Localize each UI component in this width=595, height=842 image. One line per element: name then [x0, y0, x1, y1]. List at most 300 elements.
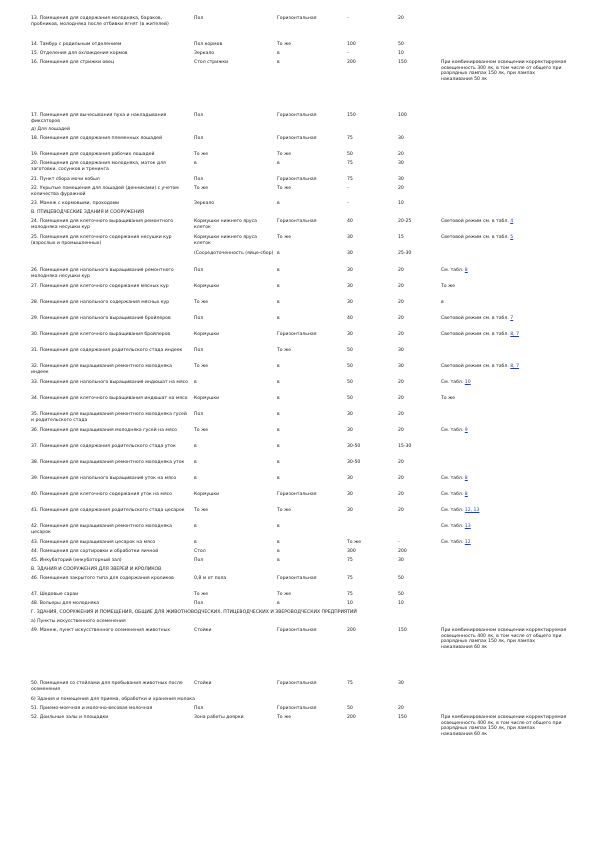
cell-text: - — [347, 51, 349, 56]
cell-text: Пол — [194, 316, 204, 321]
cell-text: 41. Помещения для содержания родительского стада цесарок — [31, 508, 185, 513]
table-cell-c4 — [347, 681, 389, 687]
table-cell-c6 — [441, 300, 567, 306]
cell-text: 50 — [347, 706, 353, 711]
cell-text: Пол — [194, 558, 204, 563]
table-cell-c1 — [31, 396, 189, 402]
cell-text: 150 — [347, 113, 356, 118]
cell-text: 300 — [347, 549, 356, 554]
cell-text: Пол — [194, 348, 204, 353]
cell-text: Горизонтальная — [277, 219, 317, 224]
cell-text: 30 — [347, 251, 353, 256]
cell-text: в — [277, 251, 280, 256]
table-cell-c5 — [398, 549, 434, 555]
table-cell-c3 — [277, 219, 343, 225]
table-cell-c4 — [347, 628, 389, 634]
table-cell-c2 — [194, 681, 274, 687]
table-cell-c4 — [347, 492, 389, 498]
table-cell-c4 — [347, 715, 389, 721]
table-cell-c5 — [398, 628, 434, 634]
cell-text: Пол кормов — [194, 42, 223, 47]
table-cell-c1 — [31, 51, 189, 57]
cell-text: 30-50 — [347, 460, 361, 465]
cell-text: 200 — [347, 628, 356, 633]
section-heading-text: а) Пункты искусственного осеменения — [31, 619, 126, 624]
cell-text: Световой режим см. в табл. — [441, 332, 511, 337]
cell-text: 30 — [347, 412, 353, 417]
cell-text: 20 — [398, 428, 404, 433]
cell-text: 30 — [347, 428, 353, 433]
table-cell-c5 — [398, 348, 434, 354]
cell-text: 75 — [347, 161, 353, 166]
cell-text: 40 — [347, 219, 353, 224]
cell-text: 30. Помещения для клеточного выращивания бройлеров — [31, 332, 171, 337]
table-cell-c3 — [277, 592, 343, 598]
cell-text: Горизонтальная — [277, 706, 317, 711]
table-cell-c5 — [398, 51, 434, 57]
table-cell-c5 — [398, 251, 434, 257]
cell-text: 21. Пункт сбора мочи кобыл — [31, 177, 100, 182]
table-cell-c5 — [398, 681, 434, 687]
table-reference-link[interactable]: 8 — [464, 476, 468, 481]
cell-text: См. табл. — [441, 268, 465, 273]
cell-text: 50. Помещения со стойлами для пребывания животных после осеменения — [31, 681, 183, 692]
table-cell-c5 — [398, 136, 434, 142]
table-cell-c2 — [194, 42, 274, 48]
table-cell-c1 — [31, 681, 189, 692]
cell-text: 10 — [347, 601, 353, 606]
cell-text: 30 — [398, 161, 404, 166]
table-cell-c4 — [347, 113, 389, 119]
cell-text: 30 — [398, 364, 404, 369]
cell-text: в — [277, 601, 280, 606]
cell-text: 15 — [398, 235, 404, 240]
cell-text: 50 — [347, 152, 353, 157]
table-cell-c3 — [277, 284, 343, 290]
cell-text: 19. Помещения для содержания рабочих лошадей — [31, 152, 155, 157]
cell-text: 33. Помещения для напольного выращивания индюшат на мясо — [31, 380, 188, 385]
cell-text: При комбинированном освещении корректируемая освещенность 400 лк, в том числе от общего при разрядных лампах 150 лк, при лампах накаливания 60 лк — [441, 628, 567, 651]
cell-text: При комбинированном освещении корректируемая освещенность 400 лк, в том числе от общего при разрядных лампах 150 лк, при лампах накаливания 60 лк — [441, 715, 567, 738]
cell-text: То же — [277, 152, 292, 157]
section-heading-text: В. ЗДАНИЯ И СООРУЖЕНИЯ ДЛЯ ЗВЕРЕЙ И КРОЛИКОВ — [31, 567, 162, 572]
table-reference-link[interactable]: 9 — [464, 428, 468, 433]
cell-text: в — [277, 201, 280, 206]
table-reference-link[interactable]: 8 — [464, 492, 468, 497]
cell-text: 30 — [398, 136, 404, 141]
table-cell-c4 — [347, 364, 389, 370]
cell-text: - — [347, 186, 349, 191]
cell-text: 20 — [398, 492, 404, 497]
cell-text: 20 — [398, 508, 404, 513]
cell-text: - — [347, 16, 349, 21]
table-cell-c1 — [31, 161, 189, 172]
table-cell-c5 — [398, 508, 434, 514]
table-cell-c5 — [398, 161, 434, 167]
table-cell-c1 — [31, 235, 189, 246]
table-cell-c6 — [441, 396, 567, 402]
cell-text: 46. Помещения закрытого типа для содержания кроликов — [31, 576, 174, 581]
table-cell-c4 — [347, 576, 389, 582]
cell-text: 20 — [398, 284, 404, 289]
cell-text: Зеркало — [194, 201, 215, 206]
table-cell-c6 — [441, 284, 567, 290]
table-cell-c1 — [31, 706, 189, 712]
cell-text: См. табл. — [441, 492, 465, 497]
table-cell-c2 — [194, 576, 274, 582]
table-cell-c1 — [31, 316, 189, 322]
table-cell-c3 — [277, 601, 343, 607]
cell-text: 75 — [347, 681, 353, 686]
table-cell-c3 — [277, 161, 343, 167]
table-cell-c4 — [347, 60, 389, 66]
cell-text: То же — [194, 152, 209, 157]
table-cell-c3 — [277, 380, 343, 386]
cell-text: Пол — [194, 136, 204, 141]
table-cell-c4 — [347, 136, 389, 142]
cell-text: То же — [277, 235, 292, 240]
cell-text: в — [277, 284, 280, 289]
cell-text: То же — [277, 715, 292, 720]
table-cell-c3 — [277, 60, 343, 66]
cell-text: 20 — [398, 268, 404, 273]
cell-text: в — [277, 540, 280, 545]
cell-text: Световой режим см. в табл. — [441, 235, 511, 240]
table-cell-c4 — [347, 558, 389, 564]
table-cell-c1 — [31, 524, 189, 535]
table-cell-c1 — [31, 60, 189, 66]
cell-text: Пол — [194, 412, 204, 417]
cell-text: 150 — [398, 715, 407, 720]
cell-text: 10 — [398, 201, 404, 206]
cell-text: 75 — [347, 576, 353, 581]
cell-text: 30 — [347, 284, 353, 289]
section-heading-text: д) Для лошадей — [31, 127, 70, 132]
section-heading-text: В. ПТИЦЕВОДЧЕСКИЕ ЗДАНИЯ И СООРУЖЕНИЯ — [31, 210, 144, 215]
table-cell-c4 — [347, 412, 389, 418]
table-cell-c1 — [31, 113, 189, 124]
cell-text: Стол — [194, 549, 206, 554]
cell-text: 20 — [398, 396, 404, 401]
cell-text: 24. Помещения для клеточного выращивания ремонтного молодняка несушки кур — [31, 219, 174, 230]
table-cell-c4 — [347, 592, 389, 598]
cell-text: 50 — [398, 592, 404, 597]
table-cell-c3 — [277, 113, 343, 119]
cell-text: Кормушки — [194, 284, 220, 289]
cell-text: 20 — [398, 332, 404, 337]
table-cell-c5 — [398, 316, 434, 322]
table-cell-c5 — [398, 201, 434, 207]
table-cell-c2 — [194, 524, 274, 530]
table-cell-c4 — [347, 601, 389, 607]
table-cell-c6 — [441, 715, 567, 738]
table-cell-c3 — [277, 558, 343, 564]
table-cell-c1 — [31, 284, 189, 290]
cell-text: - — [347, 201, 349, 206]
cell-text: 30 — [347, 476, 353, 481]
table-cell-c5 — [398, 428, 434, 434]
table-cell-c3 — [277, 251, 343, 257]
cell-text: 47. Шедовые сараи — [31, 592, 79, 597]
table-cell-c4 — [347, 42, 389, 48]
table-cell-c3 — [277, 476, 343, 482]
cell-text: 44. Помещения для сортировки и обработки яичной — [31, 549, 159, 554]
table-cell-c4 — [347, 251, 389, 257]
table-cell-c3 — [277, 16, 343, 22]
table-cell-c5 — [398, 186, 434, 192]
cell-text: в — [277, 268, 280, 273]
table-cell-c6 — [441, 476, 567, 482]
table-cell-c1 — [31, 348, 189, 354]
table-cell-c3 — [277, 540, 343, 546]
cell-text: 75 — [347, 558, 353, 563]
cell-text: в — [277, 396, 280, 401]
table-cell-c3 — [277, 396, 343, 402]
table-cell-c4 — [347, 284, 389, 290]
cell-text: 40. Помещения для клеточного содержания уток на мясо — [31, 492, 172, 497]
table-cell-c4 — [347, 152, 389, 158]
table-reference-link[interactable]: 8, 7 — [510, 332, 520, 337]
cell-text: в — [194, 444, 197, 449]
table-cell-c1 — [31, 558, 189, 564]
table-cell-c2 — [194, 300, 274, 306]
cell-text: 48. Вольеры для молодняка — [31, 601, 100, 606]
cell-text: - — [398, 540, 400, 545]
cell-text: См. табл. — [441, 508, 465, 513]
cell-text: 20 — [398, 476, 404, 481]
cell-text: в — [194, 161, 197, 166]
table-cell-c4 — [347, 177, 389, 183]
cell-text: Горизонтальная — [277, 16, 317, 21]
cell-text: Стойки — [194, 681, 212, 686]
table-cell-c2 — [194, 332, 274, 338]
table-cell-c2 — [194, 549, 274, 555]
table-cell-c4 — [347, 508, 389, 514]
cell-text: Горизонтальная — [277, 492, 317, 497]
cell-text: в — [277, 444, 280, 449]
cell-text: 51. Приемо-моечная и молочно-весовая молочная — [31, 706, 153, 711]
cell-text: Кормушки — [194, 332, 220, 337]
table-cell-c4 — [347, 51, 389, 57]
cell-text: 36. Помещения для выращивания молодняка гусей на мясо — [31, 428, 177, 433]
table-cell-c4 — [347, 706, 389, 712]
cell-text: 15-30 — [398, 444, 412, 449]
cell-text: То же — [277, 592, 292, 597]
cell-text: Кормушки нижнего яруса клеток — [194, 235, 257, 246]
cell-text: в — [277, 51, 280, 56]
table-cell-c2 — [194, 268, 274, 274]
table-cell-c3 — [277, 412, 343, 418]
table-cell-c5 — [398, 219, 434, 225]
table-cell-c4 — [347, 161, 389, 167]
cell-text: 20 — [398, 412, 404, 417]
cell-text: 42. Помещения для выращивания ремонтного молодняка цесарок — [31, 524, 172, 535]
table-cell-c2 — [194, 628, 274, 634]
table-cell-c2 — [194, 235, 274, 246]
cell-text: 150 — [398, 60, 407, 65]
cell-text: Световой режим см. в табл. — [441, 219, 511, 224]
cell-text: 28. Помещения для напольного содержания мясных кур — [31, 300, 170, 305]
table-cell-c3 — [277, 152, 343, 158]
table-cell-c2 — [194, 219, 274, 230]
cell-text: (Сосредоточенность (яйце-сбор) — [194, 251, 274, 256]
table-cell-c2 — [194, 492, 274, 498]
cell-text: 20. Помещения для содержания молодняка, маток для заготовки, сосунков и тренинга — [31, 161, 166, 172]
table-cell-c4 — [347, 332, 389, 338]
cell-text: 20 — [398, 152, 404, 157]
table-cell-c6 — [441, 492, 567, 498]
table-cell-c3 — [277, 628, 343, 634]
cell-text: 13. Помещения для содержания молодняка, бараков, пробников, молодняка после отбивки ягнят (в жителей) — [31, 16, 169, 27]
cell-text: То же — [194, 508, 209, 513]
cell-text: Пол — [194, 601, 204, 606]
cell-text: 25. Помещения для клеточного содержания несушки кур (взрослых и промышленных) — [31, 235, 172, 246]
cell-text: в — [277, 476, 280, 481]
cell-text: 29. Помещения для напольного выращивания бройлеров — [31, 316, 171, 321]
cell-text: 50 — [347, 348, 353, 353]
table-cell-c5 — [398, 476, 434, 482]
cell-text: 45. Инкубаторий (инкубаторный зал) — [31, 558, 122, 563]
table-reference-link[interactable]: 13 — [464, 524, 471, 529]
table-reference-link[interactable]: 10 — [464, 380, 471, 385]
table-cell-c1 — [31, 42, 189, 48]
cell-text: 20 — [398, 460, 404, 465]
table-reference-link[interactable]: 7 — [510, 316, 514, 321]
table-cell-c6 — [441, 235, 567, 241]
cell-text: 16. Помещения для стрижки овец — [31, 60, 114, 65]
table-cell-c1 — [31, 444, 189, 450]
table-cell-c1 — [31, 592, 189, 598]
table-cell-c4 — [347, 540, 389, 546]
table-cell-c2 — [194, 16, 274, 22]
cell-text: 17. Помещения для вычесывания пуха и накладывания фиксаторов — [31, 113, 167, 124]
cell-text: 30 — [398, 348, 404, 353]
table-cell-c3 — [277, 444, 343, 450]
cell-text: 200 — [398, 549, 407, 554]
cell-text: То же — [277, 186, 292, 191]
table-cell-c5 — [398, 380, 434, 386]
table-cell-c4 — [347, 549, 389, 555]
table-cell-c6 — [441, 540, 567, 546]
table-cell-c1 — [31, 16, 189, 27]
table-cell-c1 — [31, 540, 189, 546]
cell-text: 20 — [398, 16, 404, 21]
table-cell-c3 — [277, 235, 343, 241]
cell-text: Стол стрижки — [194, 60, 229, 65]
cell-text: То же — [441, 284, 456, 289]
table-cell-c6 — [441, 428, 567, 434]
cell-text: в — [277, 161, 280, 166]
table-cell-c6 — [441, 316, 567, 322]
cell-text: 30 — [347, 332, 353, 337]
cell-text: 30 — [347, 508, 353, 513]
table-cell-c5 — [398, 42, 434, 48]
table-cell-c5 — [398, 558, 434, 564]
cell-text: См. табл. — [441, 540, 465, 545]
table-cell-c3 — [277, 300, 343, 306]
table-reference-link[interactable]: 12 — [464, 540, 471, 545]
table-cell-c3 — [277, 715, 343, 721]
cell-text: Зеркало — [194, 51, 215, 56]
cell-text: 14. Тамбур с родильным отделением — [31, 42, 122, 47]
cell-text: в — [277, 549, 280, 554]
table-reference-link[interactable]: 8, 7 — [510, 364, 520, 369]
cell-text: 37. Помещения для содержания родительского стада уток — [31, 444, 176, 449]
cell-text: То же — [194, 428, 209, 433]
cell-text: Световой режим см. в табл. — [441, 316, 511, 321]
table-cell-c3 — [277, 428, 343, 434]
table-cell-c3 — [277, 186, 343, 192]
table-cell-c1 — [31, 476, 189, 482]
table-cell-c2 — [194, 396, 274, 402]
table-cell-c5 — [398, 177, 434, 183]
table-cell-c1 — [31, 628, 189, 634]
table-cell-c6 — [441, 364, 567, 370]
table-cell-c3 — [277, 508, 343, 514]
cell-text: в — [277, 60, 280, 65]
table-cell-c5 — [398, 16, 434, 22]
cell-text: 49. Манеж, пункт искусственного осеменения животных — [31, 628, 170, 633]
table-reference-link[interactable]: 12, 13 — [464, 508, 480, 513]
table-cell-c5 — [398, 592, 434, 598]
table-reference-link[interactable]: 5 — [510, 235, 514, 240]
table-cell-c1 — [31, 460, 189, 466]
table-cell-c2 — [194, 60, 274, 66]
table-reference-link[interactable]: 4 — [510, 219, 514, 224]
table-cell-c1 — [31, 136, 189, 142]
cell-text: См. табл. — [441, 380, 465, 385]
table-cell-c5 — [398, 332, 434, 338]
cell-text: в — [277, 524, 280, 529]
table-cell-c2 — [194, 444, 274, 450]
table-cell-c2 — [194, 201, 274, 207]
cell-text: 200 — [347, 715, 356, 720]
table-cell-c5 — [398, 706, 434, 712]
cell-text: 75 — [347, 177, 353, 182]
section-heading-text: б) Здания и помещения для приема, обработки и хранения молока — [31, 697, 195, 702]
cell-text: в — [194, 380, 197, 385]
table-reference-link[interactable]: 8 — [464, 268, 468, 273]
table-cell-c2 — [194, 284, 274, 290]
cell-text: 0,8 м от пола — [194, 576, 227, 581]
cell-text: в — [194, 476, 197, 481]
cell-text: То же — [347, 540, 362, 545]
cell-text: в — [194, 460, 197, 465]
table-cell-c1 — [31, 201, 189, 207]
table-cell-c6 — [441, 60, 567, 83]
cell-text: 20 — [398, 380, 404, 385]
table-cell-c1 — [31, 268, 189, 279]
cell-text: См. табл. — [441, 476, 465, 481]
table-cell-c1 — [31, 300, 189, 306]
table-cell-c4 — [347, 300, 389, 306]
table-cell-c4 — [347, 460, 389, 466]
table-cell-c3 — [277, 524, 343, 530]
table-cell-c2 — [194, 251, 274, 257]
table-cell-c2 — [194, 558, 274, 564]
table-cell-c4 — [347, 219, 389, 225]
table-cell-c3 — [277, 177, 343, 183]
cell-text: Горизонтальная — [277, 113, 317, 118]
cell-text: Кормушки — [194, 492, 220, 497]
cell-text: 30 — [398, 558, 404, 563]
cell-text: То же — [277, 42, 292, 47]
cell-text: 30 — [347, 235, 353, 240]
table-cell-c1 — [31, 380, 189, 386]
table-cell-c5 — [398, 268, 434, 274]
cell-text: См. табл. — [441, 428, 465, 433]
cell-text: То же — [277, 348, 292, 353]
